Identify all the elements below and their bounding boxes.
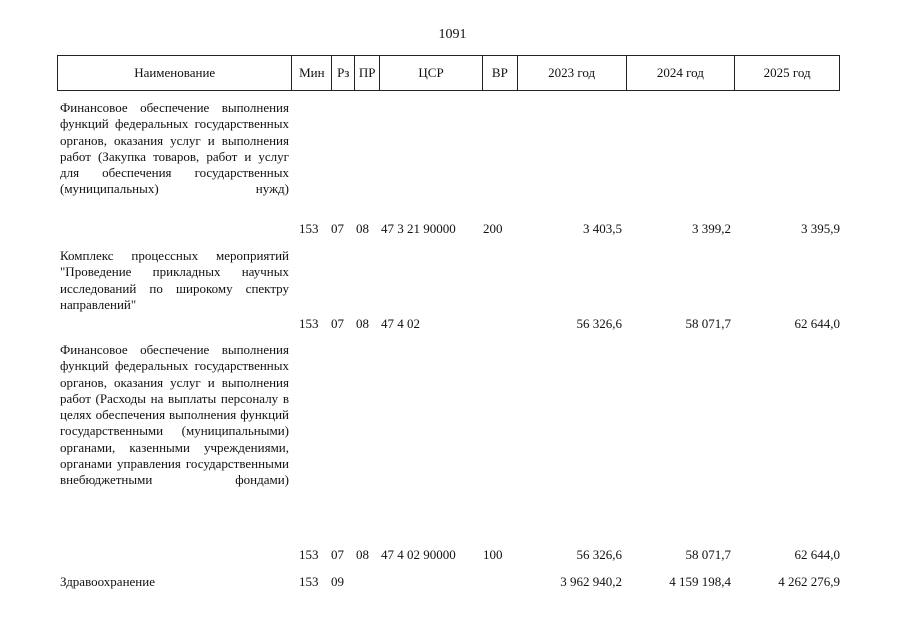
column-header-rz: Рз xyxy=(331,56,354,90)
row-pr: 08 xyxy=(356,547,369,562)
column-header-csr: ЦСР xyxy=(379,56,482,90)
row-2023: 56 326,6 xyxy=(576,547,622,562)
row-rz: 07 xyxy=(331,221,344,236)
row-2024: 4 159 198,4 xyxy=(669,574,731,589)
row-csr: 47 4 02 xyxy=(381,316,420,331)
row-2025: 4 262 276,9 xyxy=(778,574,840,589)
row-rz: 07 xyxy=(331,547,344,562)
row-2023: 3 403,5 xyxy=(583,221,622,236)
row-name: Финансовое обеспечение выполнения функций федеральных государственных органов, оказания услуг и выполнения работ (Расходы на выплаты персоналу в целях обеспечения выполнения функций государственными (муниципальными) органами, казенными учреждениями, органами управления государственными внебюджетными фондами) xyxy=(60,342,289,488)
row-min: 153 xyxy=(299,221,319,236)
row-name: Комплекс процессных мероприятий "Проведение прикладных научных исследований по широкому спектру направлений" xyxy=(60,248,289,312)
row-min: 153 xyxy=(299,316,319,331)
row-name: Финансовое обеспечение выполнения функций федеральных государственных органов, оказания услуг и выполнения работ (Закупка товаров, работ и услуг для обеспечения государственных (муниципальных) нужд) xyxy=(60,100,289,197)
row-min: 153 xyxy=(299,574,319,589)
row-2025: 62 644,0 xyxy=(794,547,840,562)
page-number: 1091 xyxy=(438,27,467,42)
row-pr: 08 xyxy=(356,316,369,331)
row-min: 153 xyxy=(299,547,319,562)
column-header-pr: ПР xyxy=(354,56,379,90)
row-2024: 58 071,7 xyxy=(685,316,731,331)
row-2024: 58 071,7 xyxy=(685,547,731,562)
row-2023: 56 326,6 xyxy=(576,316,622,331)
column-header-vr: ВР xyxy=(482,56,517,90)
row-rz: 07 xyxy=(331,316,344,331)
column-header-2023: 2023 год xyxy=(517,56,626,90)
column-header-2024: 2024 год xyxy=(626,56,735,90)
row-csr: 47 4 02 90000 xyxy=(381,547,456,562)
row-vr: 200 xyxy=(483,221,503,236)
row-csr: 47 3 21 90000 xyxy=(381,221,456,236)
column-header-2025: 2025 год xyxy=(734,56,839,90)
row-rz: 09 xyxy=(331,574,344,589)
row-2025: 3 395,9 xyxy=(801,221,840,236)
row-2023: 3 962 940,2 xyxy=(560,574,622,589)
row-2025: 62 644,0 xyxy=(794,316,840,331)
column-header-name: Наименование xyxy=(134,65,216,80)
row-pr: 08 xyxy=(356,221,369,236)
row-name: Здравоохранение xyxy=(60,574,155,589)
row-2024: 3 399,2 xyxy=(692,221,731,236)
row-vr: 100 xyxy=(483,547,503,562)
column-header-min: Мин xyxy=(291,56,331,90)
table-header xyxy=(57,55,840,91)
